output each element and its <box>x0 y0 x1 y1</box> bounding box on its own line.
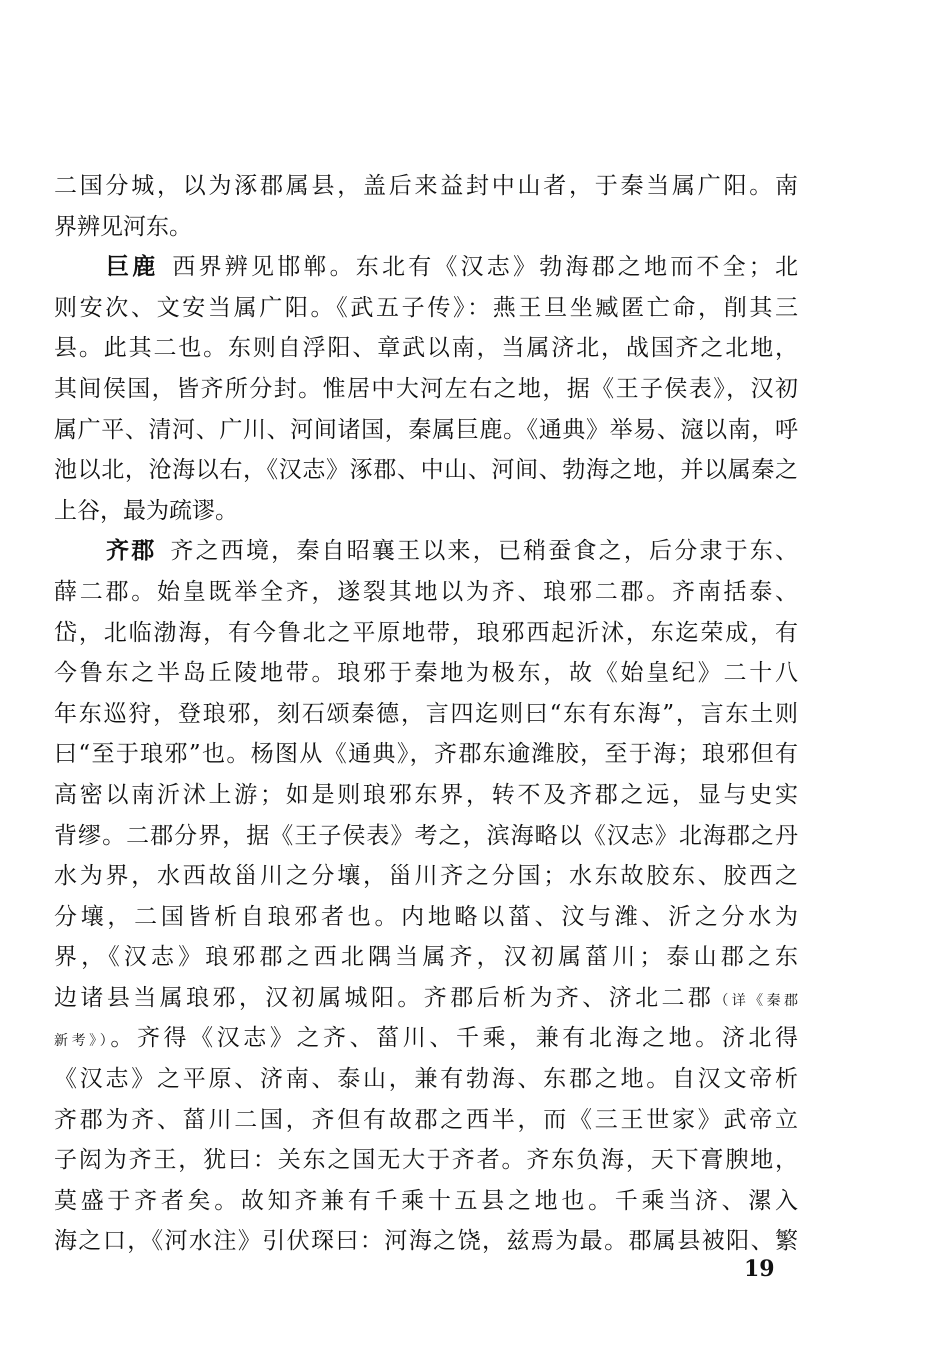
text-line: 分壤，二国皆析自琅邪者也。内地略以菑、汶与潍、沂之分水为 <box>54 903 798 930</box>
text-line: 海之口，《河水注》引伏琛曰：河海之饶，兹焉为最。郡属县被阳、繁 <box>54 1228 798 1255</box>
text-line: 子闳为齐王，犹曰：关东之国无大于齐者。齐东负海，天下膏腴地， <box>54 1147 798 1174</box>
body-text <box>54 166 798 1262</box>
text-line: 《汉志》之平原、济南、泰山，兼有勃海、东郡之地。自汉文帝析 <box>54 1066 798 1093</box>
text-line: 今鲁东之半岛丘陵地带。琅邪于秦地为极东，故《始皇纪》二十八 <box>54 660 798 687</box>
text-line <box>54 247 798 288</box>
text-line: 二国分城，以为涿郡属县，盖后来益封中山者，于秦当属广阳。南 <box>54 173 798 199</box>
text-line: 属广平、清河、广川、河间诸国，秦属巨鹿。《通典》举易、滱以南，呼 <box>54 416 798 443</box>
text-line: 池以北，沧海以右，《汉志》涿郡、中山、河间、勃海之地，并以属秦之 <box>54 457 798 484</box>
text-line: 界辨见河东。 <box>54 213 192 240</box>
text-line: 上谷，最为疏谬。 <box>54 497 238 524</box>
text-line <box>54 1018 798 1059</box>
text-line: 莫盛于齐者矣。故知齐兼有千乘十五县之地也。千乘当济、漯入 <box>54 1187 798 1214</box>
text-line: 则安次、文安当属广阳。《武五子传》：燕王旦坐臧匿亡命，削其三 <box>54 294 798 321</box>
text-line: 县。此其二也。东则自浮阳、章武以南，当属济北，战国齐之北地， <box>54 335 798 362</box>
text-segment: 边诸县当属琅邪，汉初属城阳。齐郡后析为齐、济北二郡 <box>54 984 715 1011</box>
text-line <box>54 978 798 1019</box>
entry-term: 齐郡 <box>106 537 157 565</box>
text-line: 其间侯国，皆齐所分封。惟居中大河左右之地，据《王子侯表》，汉初 <box>54 375 798 402</box>
inline-note: 新考》） <box>54 1033 111 1050</box>
text-line: 年东巡狩，登琅邪，刻石颂秦德，言四迄则曰“东有东海”，言东土则 <box>54 700 798 727</box>
text-line: 薛二郡。始皇既举全齐，遂裂其地以为齐、琅邪二郡。齐南括泰、 <box>54 578 798 605</box>
text-segment: 齐之西境，秦自昭襄王以来，已稍蚕食之，后分隶于东、 <box>170 538 798 565</box>
text-line: 齐郡为齐、菑川二国，齐但有故郡之西半，而《三王世家》武帝立 <box>54 1106 798 1133</box>
text-line: 曰“至于琅邪”也。杨图从《通典》，齐郡东逾潍胶，至于海；琅邪但有 <box>54 741 798 768</box>
text-line: 水为界，水西故甾川之分壤，甾川齐之分国；水东故胶东、胶西之 <box>54 863 798 890</box>
inline-note: （详《秦郡 <box>714 992 798 1009</box>
page-number: 19 <box>744 1256 775 1282</box>
entry-term: 巨鹿 <box>106 253 159 281</box>
text-line <box>54 531 798 572</box>
text-line: 背缪。二郡分界，据《王子侯表》考之，滨海略以《汉志》北海郡之丹 <box>54 822 798 849</box>
text-segment: 西界辨见邯郸。东北有《汉志》勃海郡之地而不全；北 <box>172 254 798 281</box>
text-line: 岱，北临渤海，有今鲁北之平原地带，琅邪西起沂沭，东迄荣成，有 <box>54 619 798 646</box>
text-segment: 。齐得《汉志》之齐、菑川、千乘，兼有北海之地。济北得 <box>110 1025 798 1052</box>
text-line: 高密以南沂沭上游；如是则琅邪东界，转不及齐郡之远，显与史实 <box>54 781 798 808</box>
text-line: 界，《汉志》琅邪郡之西北隅当属齐，汉初属菑川；泰山郡之东 <box>54 944 798 971</box>
